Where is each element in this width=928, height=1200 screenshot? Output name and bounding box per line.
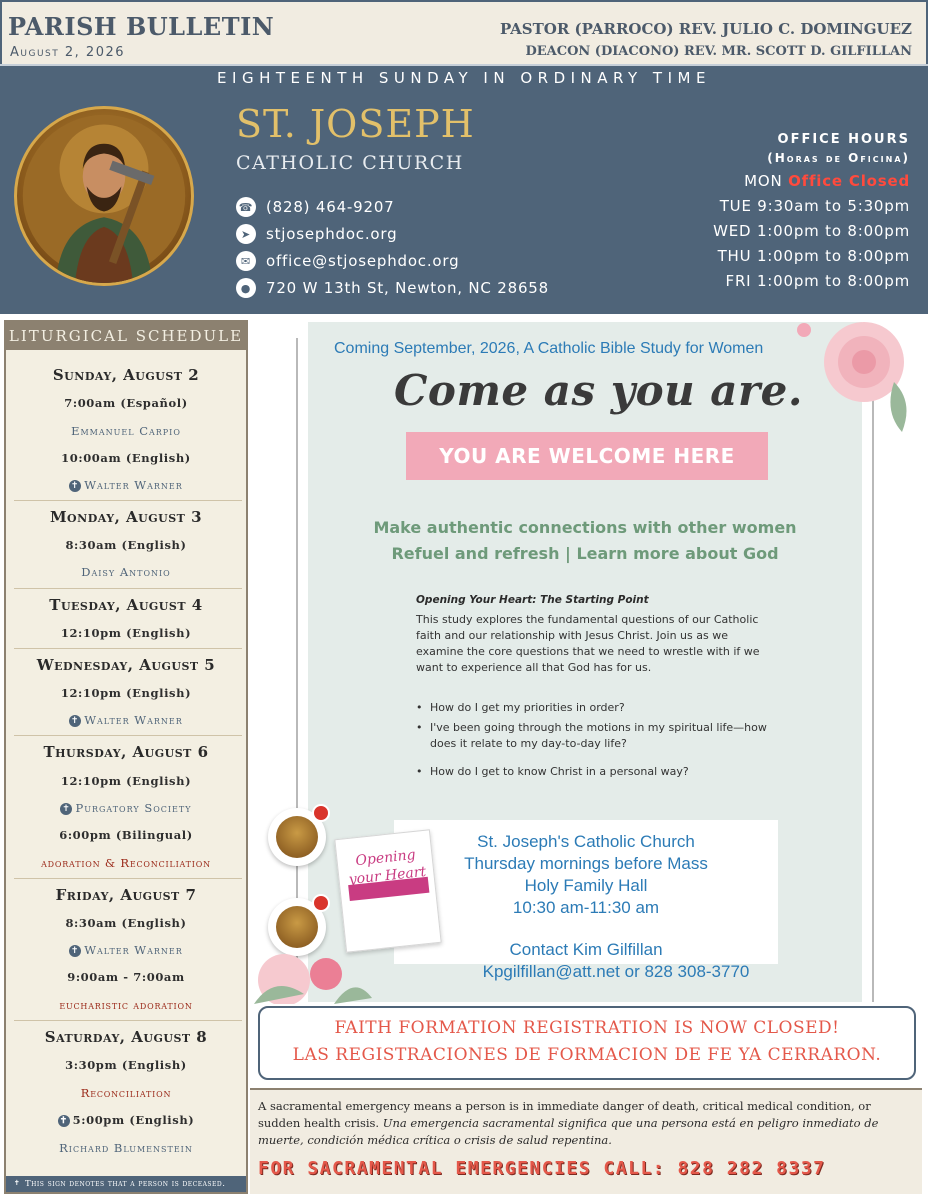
mass-intention: Emmanuel Carpio [71, 424, 181, 438]
book-title: Opening your Heart [347, 846, 427, 888]
bible-study-flyer [254, 318, 922, 1004]
cross-icon: ✝ [59, 1116, 68, 1126]
mass-intention: Richard Blumenstein [59, 1141, 193, 1155]
office-hours-monday [713, 172, 910, 190]
mass-time: 8:30am (English) [65, 916, 187, 930]
study-location: St. Joseph's Catholic Church [477, 832, 695, 851]
schedule-title: LITURGICAL SCHEDULE [6, 322, 246, 350]
schedule-day-sunday: Sunday, August 2 [52, 366, 200, 384]
flyer-coming-soon: Coming September, 2026, A Catholic Bible Study for Women [334, 340, 764, 357]
bulletin-title: PARISH BULLETIN [8, 12, 275, 41]
flyer-rule [872, 338, 874, 1002]
schedule-divider [14, 735, 242, 736]
study-room: Holy Family Hall [524, 876, 648, 895]
schedule-divider [14, 648, 242, 649]
study-when: Thursday mornings before Mass [464, 854, 708, 873]
welcome-banner: YOU ARE WELCOME HERE [406, 432, 768, 480]
mass-time: 8:30am (English) [65, 538, 187, 552]
phone-number: (828) 464-9207 [266, 198, 395, 216]
mass-time: 6:00pm (Bilingual) [59, 828, 193, 842]
faith-formation-notice [258, 1006, 916, 1080]
deceased-footnote: ✝ This sign denotes that a person is deceased. [6, 1176, 246, 1192]
faith-formation-spanish: LAS REGISTRACIONES DE FORMACION DE FE YA CERRARON. [292, 1045, 882, 1065]
schedule-day-friday: Friday, August 7 [55, 886, 197, 904]
office-hours-subtitle: (Horas de Oficina) [767, 151, 910, 165]
office-hours [713, 132, 910, 290]
study-details [394, 820, 778, 964]
mass-time: 7:00am (Español) [64, 396, 188, 410]
schedule-day-saturday: Saturday, August 8 [44, 1028, 208, 1046]
flower-decoration-icon [254, 934, 374, 1004]
schedule-day-wednesday: Wednesday, August 5 [36, 656, 216, 674]
liturgical-schedule [4, 320, 248, 1194]
deacon-name: DEACON (DIACONO) REV. MR. SCOTT D. GILFILLAN [525, 44, 912, 59]
flyer-headline: Come as you are. [394, 366, 803, 415]
church-name: ST. JOSEPH [236, 102, 475, 146]
liturgical-sunday-banner: EIGHTEENTH SUNDAY IN ORDINARY TIME [0, 64, 928, 88]
cross-icon: ✝ [62, 804, 71, 814]
bulletin-header [0, 0, 928, 64]
mass-intention-deceased: ✝ Walter Warner [70, 943, 183, 957]
mass-time: 12:10pm (English) [60, 774, 192, 788]
cross-icon: ✝ [70, 716, 80, 726]
address-text: 720 W 13th St, Newton, NC 28658 [266, 279, 549, 297]
schedule-divider [14, 500, 242, 501]
bulletin-date: August 2, 2026 [10, 45, 126, 60]
notification-dot-icon [312, 894, 330, 912]
church-header [0, 88, 928, 314]
faith-formation-english: FAITH FORMATION REGISTRATION IS NOW CLOSED! [334, 1018, 840, 1038]
church-subtitle: CATHOLIC CHURCH [236, 152, 464, 174]
study-question: • How do I get to know Christ in a personal way? [430, 764, 770, 780]
schedule-day-tuesday: Tuesday, August 4 [49, 596, 203, 614]
sacramental-definition-english: A sacramental emergency means a person is in immediate danger of death, critical medical condition, or sudden health crisis. [258, 1099, 871, 1130]
study-question: • How do I get my priorities in order? [430, 700, 770, 716]
cursor-icon: ➤ [236, 224, 256, 244]
contact-email[interactable] [236, 250, 459, 272]
study-contact: Contact Kim Gilfillan [509, 940, 663, 959]
mass-time: 10:00am (English) [61, 451, 191, 465]
sacramental-definition-spanish: Una emergencia sacramental significa que una persona está en peligro inmediato de muerte, condición médica crítica o crisis de salud repentina. [258, 1116, 879, 1147]
schedule-divider [14, 588, 242, 589]
mass-intention-deceased: ✝ Walter Warner [70, 713, 183, 727]
cross-icon: ✝ [70, 946, 80, 956]
schedule-divider [14, 1020, 242, 1021]
flower-decoration-icon [784, 322, 914, 432]
adoration-note: adoration & Reconciliation [41, 856, 211, 870]
adoration-note: eucharistic adoration [59, 998, 193, 1012]
mass-time: 3:30pm (English) [65, 1058, 187, 1072]
cross-icon: ✝ [13, 1179, 21, 1187]
saint-avatar-bubble [268, 808, 326, 866]
office-hours-row: FRI 1:00pm to 8:00pm [725, 272, 910, 290]
cross-icon: ✝ [70, 481, 80, 491]
notification-dot-icon [312, 804, 330, 822]
office-closed-label: Office Closed [788, 172, 910, 190]
sacramental-emergency-box [250, 1088, 922, 1194]
saint-joseph-portrait [14, 106, 194, 286]
mass-intention-deceased: ✝ Walter Warner [70, 478, 183, 492]
phone-icon: ☎ [236, 197, 256, 217]
reconciliation-note: Reconciliation [80, 1086, 172, 1100]
mass-time: 12:10pm (English) [60, 686, 192, 700]
mail-icon: ✉ [236, 251, 256, 271]
schedule-divider [14, 878, 242, 879]
sacramental-definition [258, 1098, 914, 1149]
mass-time: 12:10pm (English) [60, 626, 192, 640]
flyer-tagline: Make authentic connections with other women [373, 518, 797, 537]
mass-time: 9:00am - 7:00am [67, 970, 185, 984]
emergency-call-number[interactable]: FOR SACRAMENTAL EMERGENCIES CALL: 828 282 8337 [258, 1158, 826, 1179]
office-hours-row: THU 1:00pm to 8:00pm [717, 247, 910, 265]
contact-website[interactable] [236, 223, 397, 245]
study-description: This study explores the fundamental questions of our Catholic faith and our relationship with Jesus Christ. Join us as we examine the core questions that we need to wrestle with if we want to experience all that God has for us. [416, 613, 760, 674]
website-link: stjosephdoc.org [266, 225, 398, 243]
office-hours-title: OFFICE HOURS [777, 132, 910, 147]
schedule-day-monday: Monday, August 3 [49, 508, 203, 526]
study-title: Opening Your Heart: The Starting Point [416, 594, 649, 606]
mass-intention-deceased: ✝ Purgatory Society [62, 801, 192, 815]
study-question: • I've been going through the motions in my spiritual life—how does it relate to my day-to-day life? [430, 720, 770, 752]
contact-phone[interactable] [236, 196, 395, 218]
study-time: 10:30 am-11:30 am [512, 898, 660, 917]
contact-address[interactable] [236, 277, 549, 299]
study-contact-details[interactable]: Kpgilfillan@att.net or 828 308-3770 [482, 962, 750, 981]
flyer-tagline: Refuel and refresh | Learn more about God [391, 544, 779, 563]
saint-joseph-illustration [17, 109, 191, 283]
office-hours-row: TUE 9:30am to 5:30pm [719, 197, 910, 215]
schedule-day-thursday: Thursday, August 6 [43, 743, 209, 761]
mass-intention: Daisy Antonio [81, 565, 171, 579]
office-hours-row: WED 1:00pm to 8:00pm [713, 222, 910, 240]
location-pin-icon: ● [236, 278, 256, 298]
email-link: office@stjosephdoc.org [266, 252, 460, 270]
schedule-body [6, 350, 246, 1196]
mass-time-deceased: ✝ 5:00pm (English) [59, 1113, 195, 1127]
avatar [276, 816, 318, 858]
monday-label: MON [744, 172, 783, 190]
pastor-name: PASTOR (PARROCO) REV. JULIO C. DOMINGUEZ [499, 20, 912, 38]
